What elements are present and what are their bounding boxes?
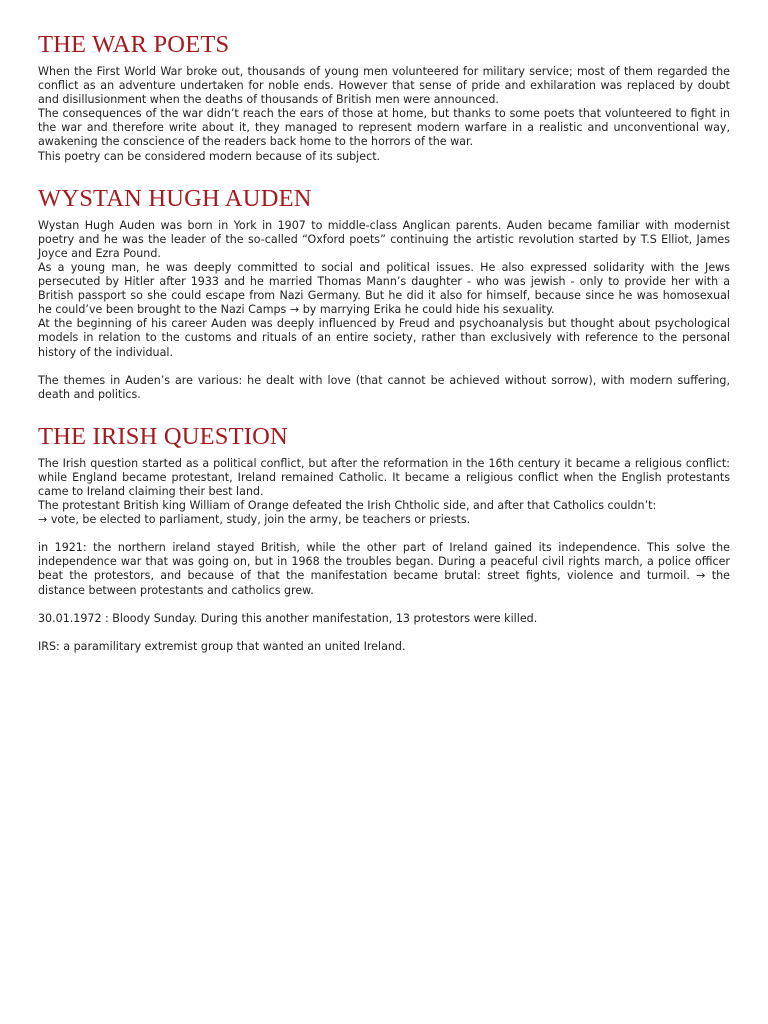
section-heading: THE IRISH QUESTION — [38, 422, 288, 450]
blank-line — [38, 360, 730, 374]
section-heading: WYSTAN HUGH AUDEN — [38, 184, 312, 212]
paragraph: As a young man, he was deeply committed to social and political issues. He also expressed solidarity with the Jews persecuted by Hitler after 1933 and he married Thomas Mann’s daughter - who was jewish - only to provide her with a British passport so she could escape from Nazi Germany. But he did it also for himself, because since he was homosexual he could’ve been brought to the Nazi Camps → by marrying Erika he could hide his sexuality. — [38, 260, 730, 317]
paragraph: At the beginning of his career Auden was deeply influenced by Freud and psychoanalysis but thought about psychological models in relation to the customs and rituals of an entire society, rather than exclusively with reference to the personal history of the individual. — [38, 317, 730, 359]
paragraph: The protestant British king William of Orange defeated the Irish Chtholic side, and after that Catholics couldn’t: — [38, 499, 657, 513]
paragraph: The themes in Auden’s are various: he dealt with love (that cannot be achieved without sorrow), with modern suffering, death and politics. — [38, 373, 730, 401]
section-auden — [38, 184, 730, 402]
paragraph: This poetry can be considered modern because of its subject. — [38, 149, 381, 163]
section-irish-question — [38, 422, 730, 654]
document-page — [38, 30, 730, 674]
paragraph: IRS: a paramilitary extremist group that wanted an united Ireland. — [38, 639, 406, 653]
paragraph: The consequences of the war didn’t reach the ears of those at home, but thanks to some poets that volunteered to fight in the war and therefore write about it, they managed to represent modern warfare in a realistic and unconventional way, awakening the conscience of the readers back home to the horrors of the war. — [38, 107, 730, 149]
paragraph: Wystan Hugh Auden was born in York in 1907 to middle-class Anglican parents. Auden became familiar with modernist poetry and he was the leader of the so-called “Oxford poets” continuing the artistic revolution started by T.S Elliot, James Joyce and Ezra Pound. — [38, 218, 730, 260]
section-body — [38, 219, 730, 402]
paragraph: in 1921: the northern ireland stayed British, while the other part of Ireland gained its independence. This solve the independence war that was going on, but in 1968 the troubles began. During a peaceful civil rights march, a police officer beat the protestors, and because of that the manifestation became brutal: street fights, violence and turmoil. → the distance between protestants and catholics grew. — [38, 541, 730, 597]
section-war-poets — [38, 30, 730, 164]
paragraph: 30.01.1972 : Bloody Sunday. During this another manifestation, 13 protestors were killed. — [38, 611, 538, 625]
blank-line — [38, 598, 730, 612]
section-body — [38, 457, 730, 654]
section-body — [38, 65, 730, 164]
blank-line — [38, 527, 730, 541]
blank-line — [38, 626, 730, 640]
paragraph: The Irish question started as a political conflict, but after the reformation in the 16th century it became a religious conflict: while England became protestant, Ireland remained Catholic. It became a religious conflict when the English protestants came to Ireland claiming their best land. — [38, 456, 730, 498]
section-heading: THE WAR POETS — [38, 31, 230, 58]
paragraph: When the First World War broke out, thousands of young men volunteered for military service; most of them regarded the conflict as an adventure undertaken for noble ends. However that sense of pride and exhilaration was replaced by doubt and disillusionment when the deaths of thousands of British men were announced. — [38, 65, 730, 107]
paragraph: → vote, be elected to parliament, study, join the army, be teachers or priests. — [38, 513, 471, 527]
